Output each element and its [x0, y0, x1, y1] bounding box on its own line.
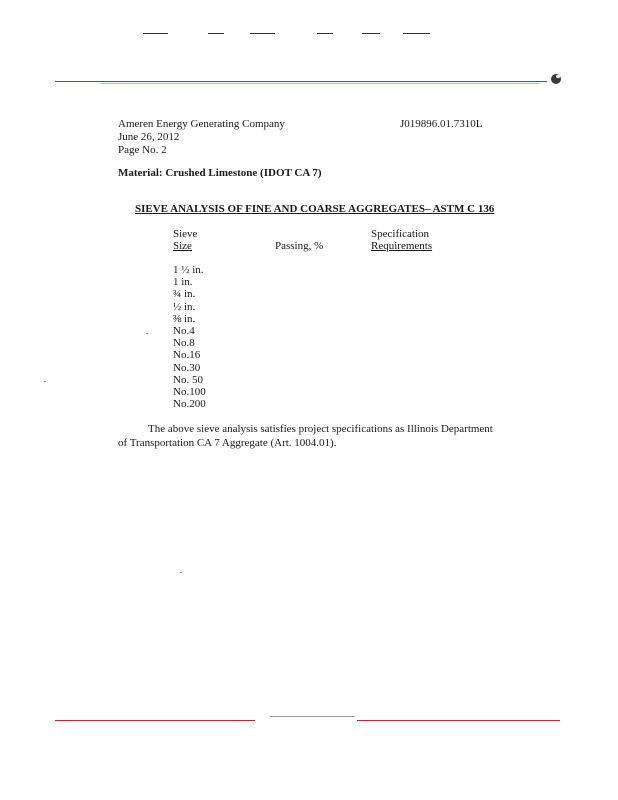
top-dash-2 [208, 33, 224, 34]
conclusion-paragraph: The above sieve analysis satisfies project specifications as Illinois Department of Transportation CA 7 Aggregate (Art. 1004.01). [118, 423, 493, 449]
section-title: SIEVE ANALYSIS OF FINE AND COARSE AGGREGATES– ASTM C 136 [135, 203, 495, 215]
scan-speck [180, 572, 182, 573]
sieve-row: No.4 [173, 325, 195, 338]
spec-column-header [371, 228, 432, 252]
requirements-label: Requirements [371, 240, 433, 252]
top-dash-6 [403, 33, 430, 34]
top-dash-5 [362, 33, 380, 34]
sieve-size-list [173, 264, 206, 410]
sieve-row: No.200 [173, 398, 206, 411]
sieve-row: ⅜ in. [173, 312, 196, 325]
reference-number: J019896.01.7310L [400, 118, 483, 130]
top-dash-3 [250, 33, 275, 34]
letter-date: June 26, 2012 [118, 131, 180, 143]
sieve-column-header [173, 228, 197, 252]
sieve-row: No. 50 [173, 373, 203, 386]
passing-label: Passing, % [275, 240, 324, 252]
sieve-row: ½ in. [173, 300, 196, 313]
bottom-red-rule-left [55, 720, 255, 721]
company-name: Ameren Energy Generating Company [118, 118, 285, 130]
top-dash-4 [317, 33, 333, 34]
size-label: Size [173, 240, 192, 252]
sieve-label: Sieve [173, 228, 198, 240]
sieve-row: No.100 [173, 386, 206, 399]
sieve-row: No.30 [173, 361, 201, 374]
bottom-red-rule-right [357, 720, 560, 721]
sieve-row: No.16 [173, 349, 201, 362]
scan-speck [44, 381, 46, 382]
top-gray-rule [100, 83, 540, 84]
corner-mark-icon [551, 74, 561, 84]
top-red-rule [55, 81, 547, 82]
bottom-gray-rule [270, 716, 355, 717]
spec-label: Specification [371, 228, 430, 240]
material-line: Material: Crushed Limestone (IDOT CA 7) [118, 167, 322, 179]
page-number: Page No. 2 [118, 144, 167, 156]
sieve-row: 1 ½ in. [173, 264, 204, 276]
passing-column-header [275, 240, 323, 252]
sieve-row: ¾ in. [173, 288, 196, 301]
top-dash-1 [143, 33, 168, 34]
sieve-row: No.8 [173, 337, 195, 350]
letter-header [118, 118, 285, 157]
sieve-row: 1 in. [173, 276, 193, 289]
scan-speck [146, 333, 148, 334]
